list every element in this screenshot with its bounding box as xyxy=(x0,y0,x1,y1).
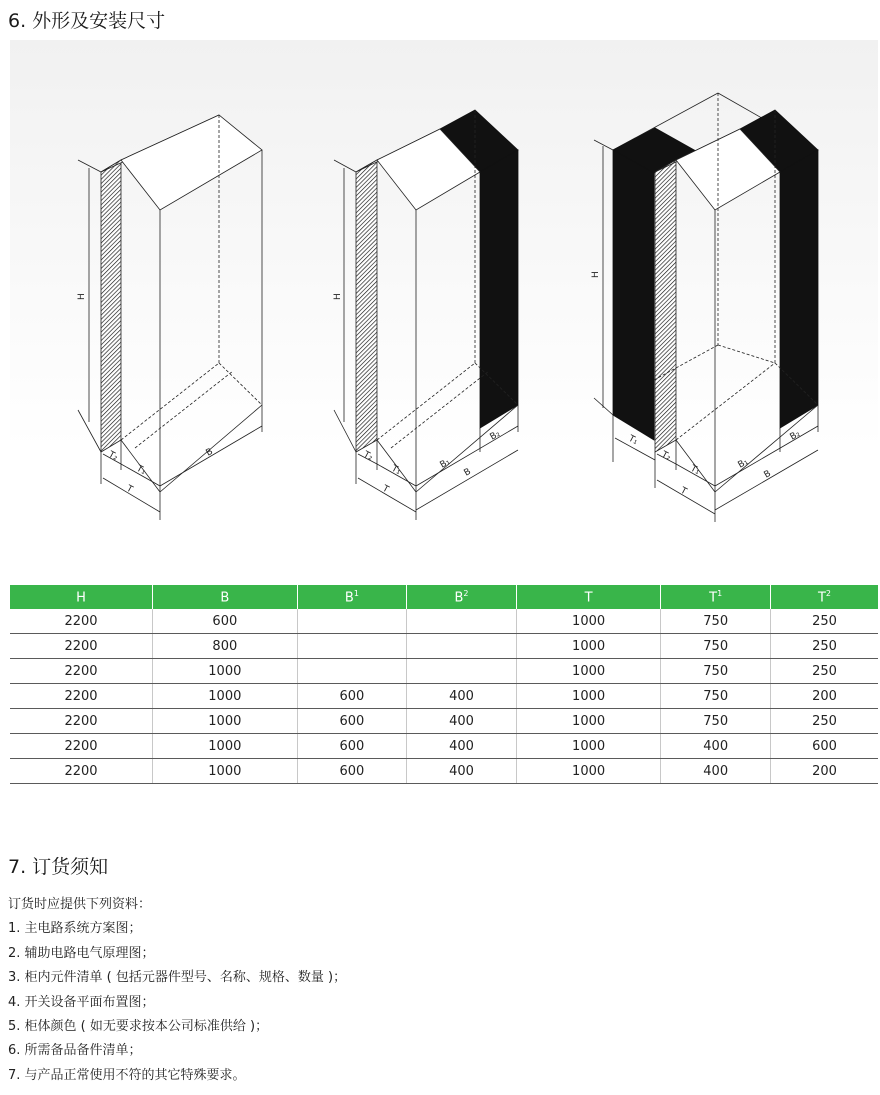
label-b1: B₁ xyxy=(736,457,750,471)
table-cell: 600 xyxy=(770,734,878,759)
label-h: H xyxy=(77,293,87,300)
column-header: T xyxy=(516,585,661,609)
table-row xyxy=(10,734,878,759)
table-cell: 600 xyxy=(297,709,407,734)
list-item: 7. 与产品正常使用不符的其它特殊要求。 xyxy=(8,1067,246,1083)
column-header: $T^2$ xyxy=(770,585,878,609)
ordering-intro: 订货时应提供下列资料： xyxy=(8,897,152,912)
table-row xyxy=(10,684,878,709)
label-t1: T₁ xyxy=(389,463,403,477)
column-header: $B^1$ xyxy=(297,585,407,609)
label-b: B xyxy=(462,466,473,479)
table-cell: 750 xyxy=(661,659,771,684)
table-cell: 1000 xyxy=(516,634,661,659)
label-b1: B₁ xyxy=(438,457,452,471)
label-b: B xyxy=(204,446,215,459)
table-cell: 1000 xyxy=(516,659,661,684)
label-b2: B₂ xyxy=(788,429,802,443)
table-cell: 750 xyxy=(661,684,771,709)
table-cell: 2200 xyxy=(10,659,153,684)
table-row xyxy=(10,609,878,634)
column-header: B xyxy=(153,585,298,609)
table-row xyxy=(10,634,878,659)
dimension-table xyxy=(10,585,878,784)
table-cell: 1000 xyxy=(516,709,661,734)
table-cell: 2200 xyxy=(10,684,153,709)
label-t1: T₁ xyxy=(626,433,640,447)
list-item: 3. 柜内元件清单 ( 包括元器件型号、名称、规格、数量 )； xyxy=(8,970,347,986)
list-item: 6. 所需备品备件清单； xyxy=(8,1043,142,1059)
ordering-notes-list xyxy=(8,893,346,1088)
section-7-title: 7. 订货须知 xyxy=(8,856,109,878)
table-header-row xyxy=(10,585,878,609)
table-cell: 400 xyxy=(407,684,517,709)
list-item: 4. 开关设备平面布置图； xyxy=(8,994,155,1010)
label-t2: T₂ xyxy=(361,449,375,463)
table-cell: 250 xyxy=(770,659,878,684)
list-item: 1. 主电路系统方案图； xyxy=(8,921,142,937)
table-cell: 250 xyxy=(770,634,878,659)
table-row xyxy=(10,659,878,684)
table-cell: 400 xyxy=(661,734,771,759)
table-cell: 800 xyxy=(153,634,298,659)
list-item: 2. 辅助电路电气原理图； xyxy=(8,945,155,961)
table-cell: 600 xyxy=(153,609,298,634)
label-h: H xyxy=(591,271,601,278)
table-cell: 1000 xyxy=(516,609,661,634)
table-row xyxy=(10,709,878,734)
table-cell: 400 xyxy=(407,759,517,784)
table-cell: 1000 xyxy=(153,759,298,784)
table-cell: 600 xyxy=(297,734,407,759)
table-cell: 200 xyxy=(770,759,878,784)
label-b2: B₂ xyxy=(488,429,502,443)
table-cell xyxy=(407,659,517,684)
table-cell xyxy=(297,659,407,684)
cabinet-diagram-1 xyxy=(78,115,262,520)
table-cell: 1000 xyxy=(516,684,661,709)
table-cell: 750 xyxy=(661,634,771,659)
label-b: B xyxy=(762,468,773,481)
label-t: T xyxy=(678,485,689,498)
table-cell: 1000 xyxy=(516,759,661,784)
column-header: $B^2$ xyxy=(407,585,517,609)
cabinet-diagram-1-labels xyxy=(77,293,215,495)
label-t2: T₂ xyxy=(106,449,120,463)
label-t2: T₂ xyxy=(659,449,673,463)
table-cell: 250 xyxy=(770,609,878,634)
table-cell: 1000 xyxy=(153,734,298,759)
cabinet-diagrams xyxy=(0,40,880,585)
list-item: 5. 柜体颜色 ( 如无要求按本公司标准供给 )； xyxy=(8,1019,269,1035)
label-t1: T₁ xyxy=(134,463,148,477)
column-header: H xyxy=(10,585,153,609)
table-cell xyxy=(407,634,517,659)
table-cell: 250 xyxy=(770,709,878,734)
table-cell: 2200 xyxy=(10,634,153,659)
table-cell xyxy=(297,609,407,634)
table-cell: 1000 xyxy=(153,709,298,734)
cabinet-diagram-3 xyxy=(594,93,818,522)
table-cell: 1000 xyxy=(153,659,298,684)
table-cell: 750 xyxy=(661,709,771,734)
table-cell: 1000 xyxy=(516,734,661,759)
table-cell: 2200 xyxy=(10,759,153,784)
section-6-title: 6. 外形及安装尺寸 xyxy=(8,10,166,32)
table-cell: 200 xyxy=(770,684,878,709)
label-t: T xyxy=(124,483,135,496)
table-cell: 2200 xyxy=(10,609,153,634)
table-cell: 600 xyxy=(297,684,407,709)
table-cell: 400 xyxy=(407,734,517,759)
table-cell: 1000 xyxy=(153,684,298,709)
table-cell xyxy=(407,609,517,634)
table-cell: 750 xyxy=(661,609,771,634)
table-row xyxy=(10,759,878,784)
table-cell: 600 xyxy=(297,759,407,784)
label-t: T xyxy=(380,483,391,496)
table-cell: 2200 xyxy=(10,734,153,759)
table-cell: 2200 xyxy=(10,709,153,734)
label-h: H xyxy=(333,293,343,300)
table-cell: 400 xyxy=(661,759,771,784)
label-t1: T₁ xyxy=(688,463,702,477)
table-cell xyxy=(297,634,407,659)
column-header: $T^1$ xyxy=(661,585,771,609)
table-cell: 400 xyxy=(407,709,517,734)
